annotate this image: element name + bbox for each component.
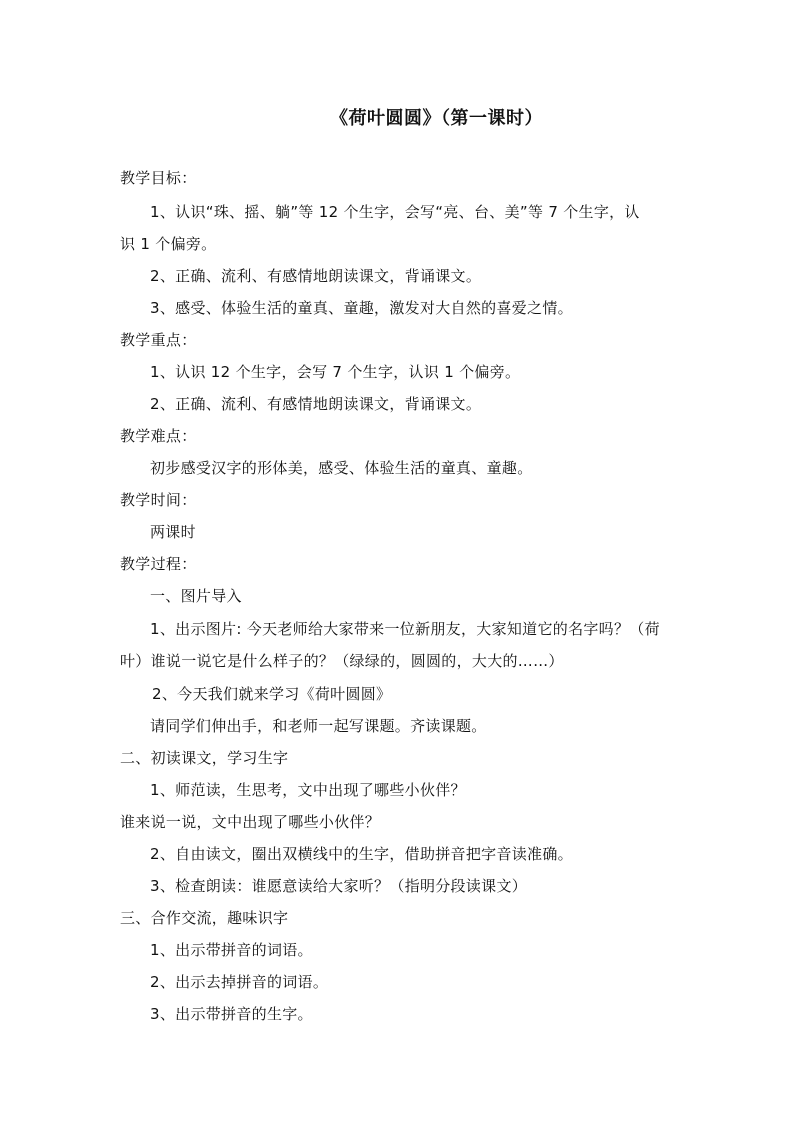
heading-objectives: 教学目标：	[120, 169, 197, 187]
step-1-1-line1: 1、出示图片: 今天老师给大家带来一位新朋友，大家知道它的名字吗？（荷	[150, 620, 660, 638]
heading-time: 教学时间：	[120, 491, 197, 509]
heading-process: 教学过程：	[120, 555, 197, 573]
section-2-heading: 二、初读课文，学习生字	[120, 749, 289, 767]
time-value: 两课时	[150, 523, 196, 541]
step-3-1: 1、出示带拼音的词语。	[150, 941, 313, 959]
document-title: 《荷叶圆圆》（第一课时）	[330, 108, 543, 129]
step-1-2: 2、今天我们就来学习《荷叶圆圆》	[152, 685, 392, 703]
step-2-1: 1、师范读，生思考，文中出现了哪些小伙伴？	[150, 781, 466, 799]
objective-2: 2、正确、流利、有感情地朗读课文，背诵课文。	[150, 267, 482, 285]
step-3-3: 3、出示带拼音的生字。	[150, 1005, 313, 1023]
step-2-2: 2、自由读文，圈出双横线中的生字，借助拼音把字音读准确。	[150, 845, 573, 863]
step-1-3: 请同学们伸出手，和老师一起写课题。齐读课题。	[150, 717, 487, 735]
section-3-heading: 三、合作交流，趣味识字	[120, 909, 289, 927]
section-1-heading: 一、图片导入	[150, 587, 242, 605]
key-point-1: 1、认识 12 个生字，会写 7 个生字，认识 1 个偏旁。	[150, 363, 521, 381]
step-2-1-followup: 谁来说一说，文中出现了哪些小伙伴？	[120, 813, 381, 831]
objective-3: 3、感受、体验生活的童真、童趣，激发对大自然的喜爱之情。	[150, 299, 573, 317]
objective-1-line2: 识 1 个偏旁。	[120, 235, 217, 253]
difficulty-1: 初步感受汉字的形体美，感受、体验生活的童真、童趣。	[150, 459, 533, 477]
step-3-2: 2、出示去掉拼音的词语。	[150, 973, 329, 991]
step-1-1-line2: 叶）谁说一说它是什么样子的？（绿绿的，圆圆的，大大的……）	[120, 652, 564, 670]
objective-1-line1: 1、认识“珠、摇、躺”等 12 个生字，会写“亮、台、美”等 7 个生字，认	[150, 203, 640, 221]
step-2-3: 3、检查朗读：谁愿意读给大家听？（指明分段读课文）	[150, 877, 528, 895]
heading-key-points: 教学重点：	[120, 331, 197, 349]
key-point-2: 2、正确、流利、有感情地朗读课文，背诵课文。	[150, 395, 482, 413]
heading-difficulties: 教学难点：	[120, 427, 197, 445]
